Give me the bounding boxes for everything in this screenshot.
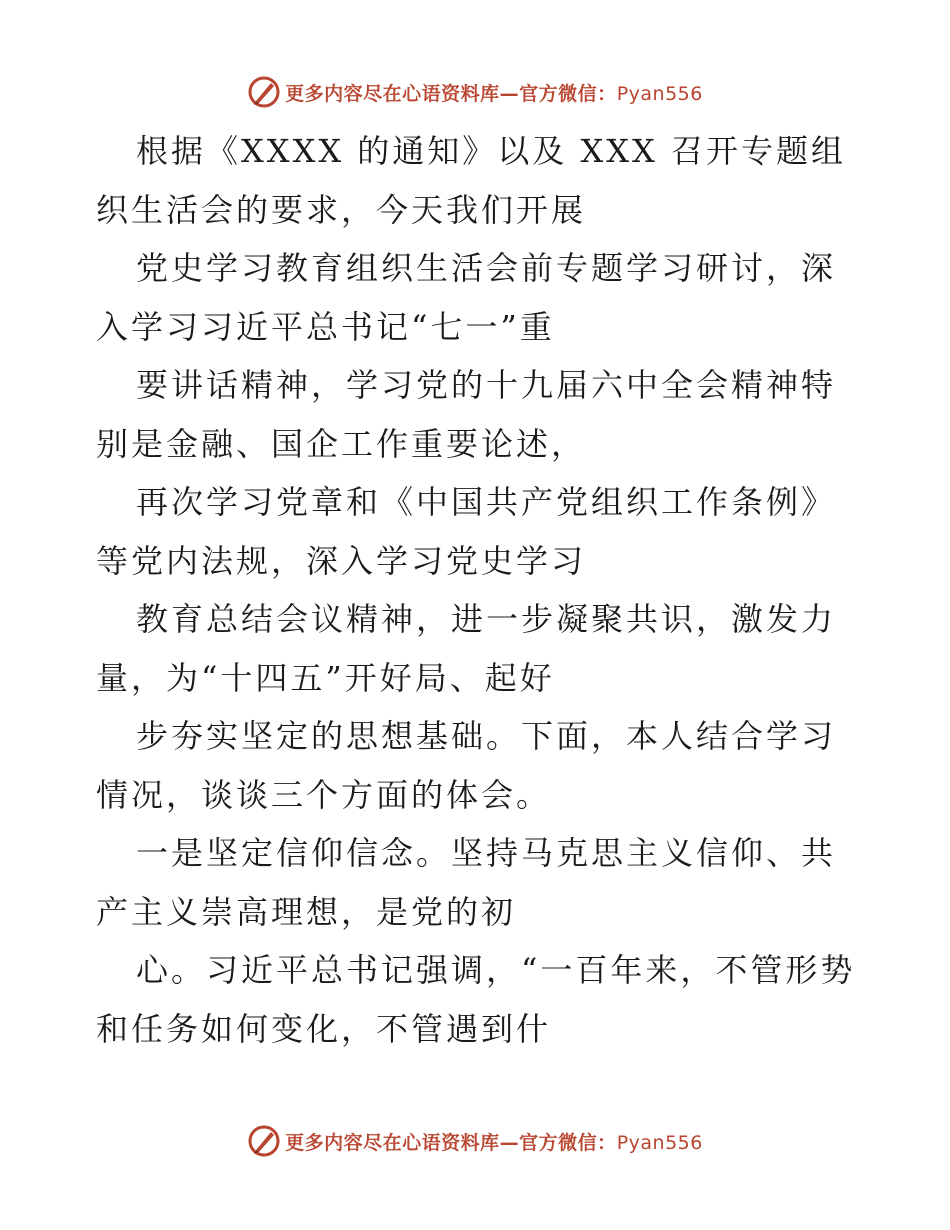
paragraph-5: 教育总结会议精神，进一步凝聚共识，激发力量，为“十四五”开好局、起好 bbox=[96, 600, 837, 697]
header-banner bbox=[0, 72, 950, 112]
paragraph-4: 再次学习党章和《中国共产党组织工作条例》等党内法规，深入学习党史学习 bbox=[96, 483, 837, 580]
paragraph-6: 步夯实坚定的思想基础。下面，本人结合学习情况，谈谈三个方面的体会。 bbox=[96, 717, 837, 814]
header-banner-sep: —官方微信： bbox=[499, 82, 617, 105]
footer-banner-text bbox=[285, 1128, 703, 1155]
paragraph-7: 一是坚定信仰信念。坚持马克思主义信仰、共产主义崇高理想，是党的初 bbox=[96, 834, 837, 931]
pen-circle-logo-icon bbox=[247, 1124, 281, 1158]
footer-banner bbox=[0, 1121, 950, 1161]
pen-circle-logo-icon bbox=[247, 75, 281, 109]
header-banner-main: 更多内容尽在心语资料库 bbox=[285, 82, 500, 105]
header-banner-handle: Pyan556 bbox=[616, 82, 703, 105]
document-body bbox=[96, 122, 856, 1058]
paragraph-3: 要讲话精神，学习党的十九届六中全会精神特别是金融、国企工作重要论述， bbox=[96, 366, 837, 463]
header-banner-text bbox=[285, 79, 703, 106]
paragraph-8: 心。习近平总书记强调，“一百年来，不管形势和任务如何变化，不管遇到什 bbox=[96, 951, 856, 1048]
footer-banner-handle: Pyan556 bbox=[616, 1131, 703, 1154]
footer-banner-sep: —官方微信： bbox=[499, 1131, 617, 1154]
paragraph-2: 党史学习教育组织生活会前专题学习研讨，深入学习习近平总书记“七一”重 bbox=[96, 249, 837, 346]
footer-banner-main: 更多内容尽在心语资料库 bbox=[285, 1131, 500, 1154]
paragraph-1: 根据《XXXX 的通知》以及 XXX 召开专题组织生活会的要求，今天我们开展 bbox=[96, 132, 846, 229]
